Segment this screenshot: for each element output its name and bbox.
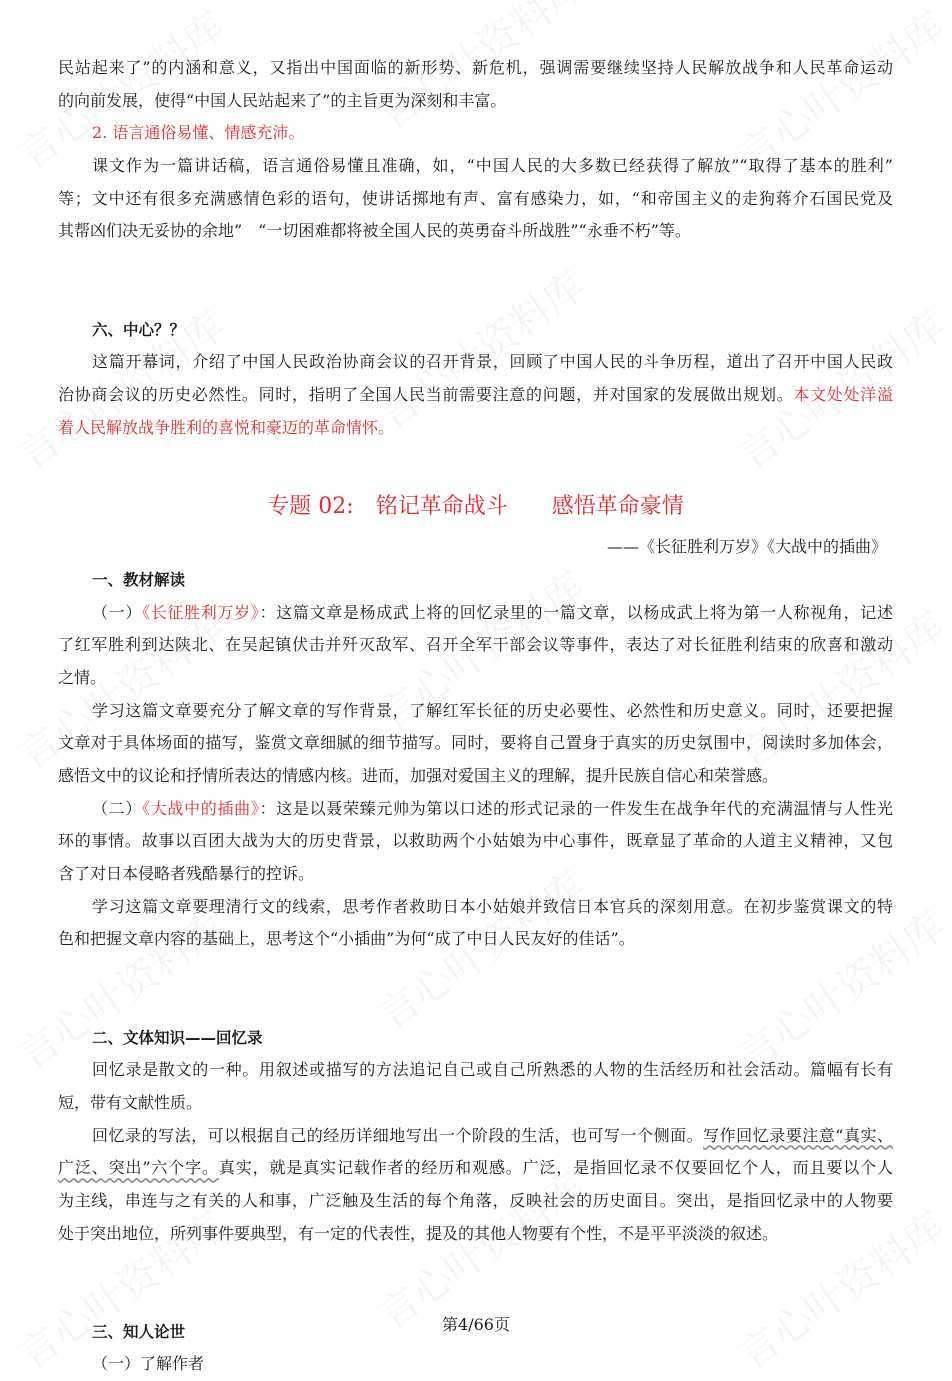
text-line [58,923,893,956]
text-segment: 处于突出地位，所列事件要典型，有一定的代表性，提及的其他人物要有个性，不是平平淡淡的叙述。 [58,1223,779,1243]
blank-line [58,1283,893,1316]
text-line [58,629,893,662]
text-segment: （一）了解作者 [92,1354,205,1374]
text-segment: 学习这篇文章要理清行文的线索，思考作者救助日本小姑娘并致信日本官兵的深刻用意。在初步鉴赏课文的特 [92,896,893,916]
text-segment: 感悟文中的议论和抒情所表达的情感内核。进而，加强对爱国主义的理解，提升民族自信心和荣誉感。 [58,766,779,786]
text-segment: 回忆录的写法，可以根据自己的经历详细地写出一个阶段的生活，也可写一个侧面。 [92,1125,704,1145]
text-line [58,379,893,412]
text-line [58,695,893,728]
text-segment: 这篇开幕词，介绍了中国人民政治协商会议的召开背景，回顾了中国人民的斗争历程，道出了召开中国人民政 [92,352,893,372]
text-segment: （二） [92,798,143,818]
blank-line [58,956,893,989]
text-segment: 一、教材解读 [92,570,186,589]
text-line [58,52,893,85]
text-segment: ：这篇文章是杨成武上将的回忆录里的一篇文章，以杨成武上将为第一人称视角，记述 [259,602,893,622]
text-segment: 了红军胜利到达陕北、在吴起镇伏击并歼灭敌军、召开全军干部会议等事件，表达了对长征胜利结束的欣喜和激动 [58,635,893,655]
text-line [58,1152,893,1185]
section-heading [58,564,893,597]
text-line [58,793,893,826]
highlight-text: 《大战中的插曲》 [142,798,260,818]
text-line [58,891,893,924]
highlight-text: 本文处处洋溢 [793,384,893,404]
text-line [58,825,893,858]
page-number: 第4/66页 [442,1315,510,1334]
text-line [58,1054,893,1087]
text-line [58,1087,893,1120]
text-line [58,150,893,183]
text-segment: 之情。 [58,667,107,687]
blank-line [58,989,893,1022]
text-line [58,1185,893,1218]
text-segment: 为主线，串连与之有关的人和事，广泛触及生活的每个角落，反映社会的历史面目。突出，是指回忆录中的人物要 [58,1190,893,1210]
text-line [58,1348,893,1381]
text-line [58,412,893,445]
text-segment: 六、中心？？ [92,320,186,339]
text-line [58,858,893,891]
highlight-text: 着人民解放战争胜利的喜悦和豪迈的革命情怀。 [58,417,395,437]
underlined-text: 广泛、突出”六个字。 [58,1158,219,1178]
text-line [58,1218,893,1251]
text-segment: 民站起来了”的内涵和意义，又指出中国面临的新形势、新危机，强调需要继续坚持人民解放战争和人民革命运动 [58,58,893,77]
text-segment: 短，带有文献性质。 [58,1092,203,1112]
text-segment: ——《长征胜利万岁》《大战中的插曲》 [606,537,887,557]
text-segment: （一） [92,602,143,622]
text-segment: 文章对于具体场面的描写，鉴赏文章细腻的细节描写。同时，要将自己置身于真实的历史氛围中，阅读时多加体会， [58,733,893,753]
text-segment: 学习这篇文章要充分了解文章的写作背景，了解红军长征的历史必要性、必然性和历史意义。同时，还要把握 [92,700,893,720]
text-line [58,597,893,630]
blank-line [58,1250,893,1283]
document-body [58,52,893,1381]
text-line [58,215,893,248]
section-heading [58,314,893,347]
text-line [58,760,893,793]
underlined-text: 写作回忆录要注意“真实、 [703,1125,893,1145]
highlight-text: 专题 02: 铭记革命战斗 感悟革命豪情 [267,494,684,520]
section-heading [58,1022,893,1055]
topic-subtitle [58,531,893,564]
text-segment: 二、文体知识——回忆录 [92,1028,263,1047]
blank-line [58,281,893,314]
text-line [58,117,893,150]
text-line [58,183,893,216]
text-segment: 等；文中还有很多充满感情色彩的语句，使讲话掷地有声、富有感染力，如，“和帝国主义的走狗蒋介石国民党及 [58,188,893,208]
text-segment: 回忆录是散文的一种。用叙述或描写的方法追记自己或自己所熟悉的人物的生活经历和社会活动。篇幅有长有 [92,1060,893,1080]
highlight-text: 2. 语言通俗易懂、情感充沛。 [92,123,305,143]
text-line [58,662,893,695]
text-segment: 治协商会议的历史必然性。同时，指明了全国人民当前需要注意的问题，并对国家的发展做出规划。 [58,384,794,404]
text-segment: ：这是以聂荣臻元帅为第以口述的形式记录的一件发生在战争年代的充满温情与人性光 [259,798,893,818]
highlight-text: 《长征胜利万岁》 [142,602,260,622]
text-line [58,85,893,118]
topic-title [58,491,893,524]
text-line [58,346,893,379]
text-segment: 色和把握文章内容的基础上，思考这个“小插曲”为何“成了中日人民友好的佳话”。 [58,929,635,949]
text-segment: 真实，就是真实记载作者的经历和观感。广泛，是指回忆录不仅要回忆个人，而且要以个人 [218,1158,893,1178]
text-segment: 含了对日本侵略者残酷暴行的控诉。 [58,864,315,884]
text-segment: 三、知人论世 [92,1322,186,1341]
text-line [58,727,893,760]
text-segment: 课文作为一篇讲话稿，语言通俗易懂且准确，如，“中国人民的大多数已经获得了解放”“取得了基本的胜利” [92,156,893,176]
text-segment: 其帮凶们决无妥协的余地” “一切困难都将被全国人民的英勇奋斗所战胜”“永垂不朽”等。 [58,221,691,241]
text-line [58,1120,893,1153]
blank-line [58,248,893,281]
text-segment: 的向前发展，使得“中国人民站起来了”的主旨更为深刻和丰富。 [58,90,507,110]
text-segment: 环的事情。故事以百团大战为大的历史背景，以救助两个小姑娘为中心事件，既章显了革命的人道主义精神，又包 [58,831,893,851]
